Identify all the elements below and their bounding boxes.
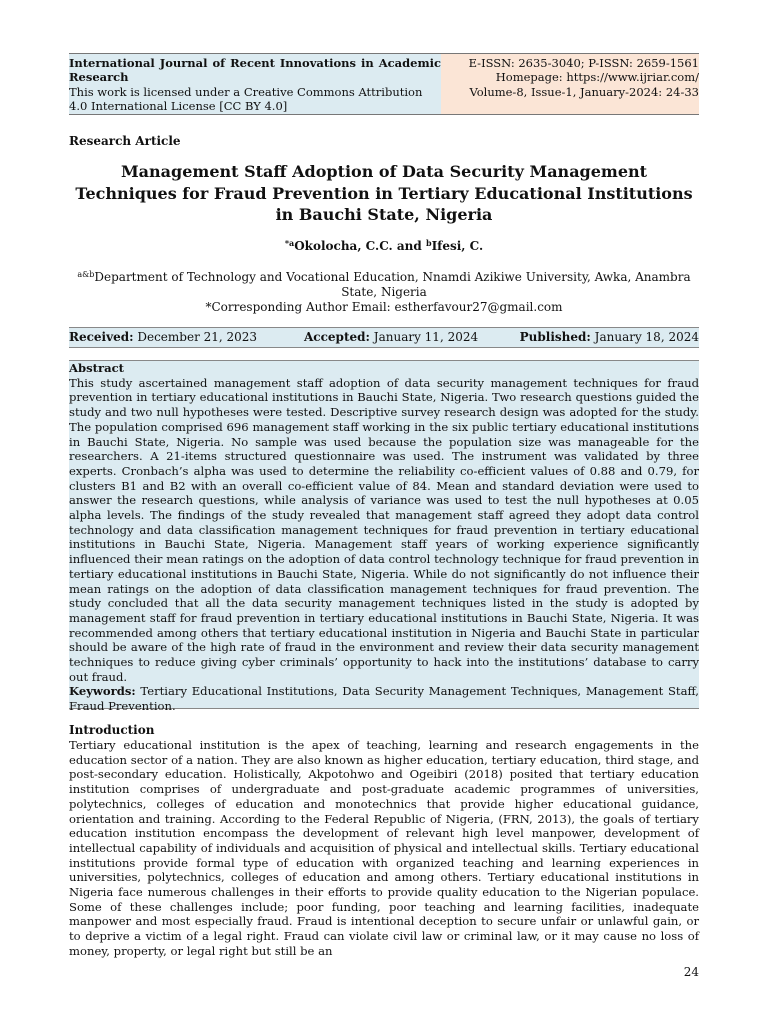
abstract-text: This study ascertained management staff adoption of data security management techniques for fraud prevention in tertiary educational institutions in Bauchi State, Nigeria. Two research questions guided the study and two null hypotheses were tested. Descriptive survey research design was adopted for the study. The population comprised 696 management staff working in the six public tertiary educational institutions in Bauchi State, Nigeria. No sample was used because the population size was manageable for the researchers. A 21-items structured questionnaire was used. The instrument was validated by three experts. Cronbach’s alpha was used to determine the reliability co-efficient values of 0.88 and 0.79, for clusters B1 and B2 with an overall co-efficient value of 84. Mean and standard deviation were used to answer the research questions, while analysis of variance was used to test the null hypotheses at 0.05 alpha levels. The findings of the study revealed that management staff agreed they adopt data control technology and data classification management techniques for fraud prevention in tertiary educational institutions in Bauchi State, Nigeria. Management staff years of working experience significantly influenced their mean ratings on the adoption of data control technology technique for fraud prevention in tertiary educational institutions in Bauchi State, Nigeria. While do not significantly do not influence their mean ratings on the adoption of data classification management techniques for fraud prevention. The study concluded that all the data security management techniques listed in the study is adopted by management staff for fraud prevention in tertiary educational institutions in Bauchi State, Nigeria. It was recommended among others that tertiary educational institution in Nigeria and Bauchi State in particular should be aware of the high rate of fraud in the environment and review their data security management techniques to reduce giving cyber criminals’ opportunity to hack into the institutions’ database to carry out fraud. xyxy=(69,375,699,684)
author-sup-2: b xyxy=(425,238,432,248)
journal-title: International Journal of Recent Innovations in Academic Research xyxy=(69,56,441,85)
authors xyxy=(69,239,699,253)
author-2: Ifesi, C. xyxy=(431,239,484,253)
abstract-heading: Abstract xyxy=(69,361,125,375)
accepted-date: Accepted: January 11, 2024 xyxy=(304,330,479,344)
affiliation-sup: a&b xyxy=(77,270,95,279)
license-text: This work is licensed under a Creative Commons Attribution 4.0 International License [CC BY 4.0] xyxy=(69,84,423,113)
issn: E-ISSN: 2635-3040; P-ISSN: 2659-1561 xyxy=(468,56,699,70)
homepage: Homepage: https://www.ijriar.com/ xyxy=(495,70,699,85)
journal-header xyxy=(69,53,699,115)
header-right xyxy=(441,54,699,114)
keywords-label: Keywords: xyxy=(69,684,136,699)
received-date: Received: December 21, 2023 xyxy=(69,330,258,344)
author-sup-1: *a xyxy=(284,238,295,248)
volume-info: Volume-8, Issue-1, January-2024: 24-33 xyxy=(469,84,699,99)
affiliation-text: Department of Technology and Vocational Education, Nnamdi Azikiwe University, Awka, Anambra State, Nigeria xyxy=(94,270,691,299)
paper-title: Management Staff Adoption of Data Security Management Techniques for Fraud Prevention in Tertiary Educational Institutions in Bauchi State, Nigeria xyxy=(75,162,693,224)
introduction-heading: Introduction xyxy=(69,723,155,737)
header-left xyxy=(69,54,441,114)
abstract-box xyxy=(69,360,699,714)
corresponding-email: *Corresponding Author Email: estherfavour27@gmail.com xyxy=(205,300,563,314)
dates-bar xyxy=(69,327,699,348)
keywords-text: Tertiary Educational Institutions, Data Security Management Techniques, Management Staff, Fraud Prevention. xyxy=(69,684,699,714)
page-number: 24 xyxy=(683,965,699,979)
affiliation xyxy=(69,270,699,300)
article-type: Research Article xyxy=(69,134,181,148)
keywords xyxy=(69,684,699,713)
introduction-text: Tertiary educational institution is the apex of teaching, learning and research engagements in the education sector of a nation. They are also known as higher education, tertiary education, third stage, and post-secondary education. Holistically, Akpotohwo and Ogeibiri (2018) posited that tertiary education institution comprises of undergraduate and post-graduate academic programmes of universities, polytechnics, colleges of education and monotechnics that provide higher educational guidance, orientation and training. According to the Federal Republic of Nigeria, (FRN, 2013), the goals of tertiary education institution encompass the development of relevant high level manpower, development of intellectual capability of individuals and acquisition of physical and intellectual skills. Tertiary educational institutions provide formal type of education with organized teaching and learning experiences in universities, polytechnics, colleges of education and among others. Tertiary educational institutions in Nigeria face numerous challenges in their efforts to provide quality education to the Nigerian populace. Some of these challenges include; poor funding, poor teaching and learning facilities, inadequate manpower and most especially fraud. Fraud is intentional deception to secure unfair or unlawful gain, or to deprive a victim of a legal right. Fraud can violate civil law or criminal law, or it may cause no loss of money, property, or legal right but still be an xyxy=(69,738,699,958)
author-1: Okolocha, C.C. and xyxy=(294,239,426,253)
published-date: Published: January 18, 2024 xyxy=(519,330,699,344)
